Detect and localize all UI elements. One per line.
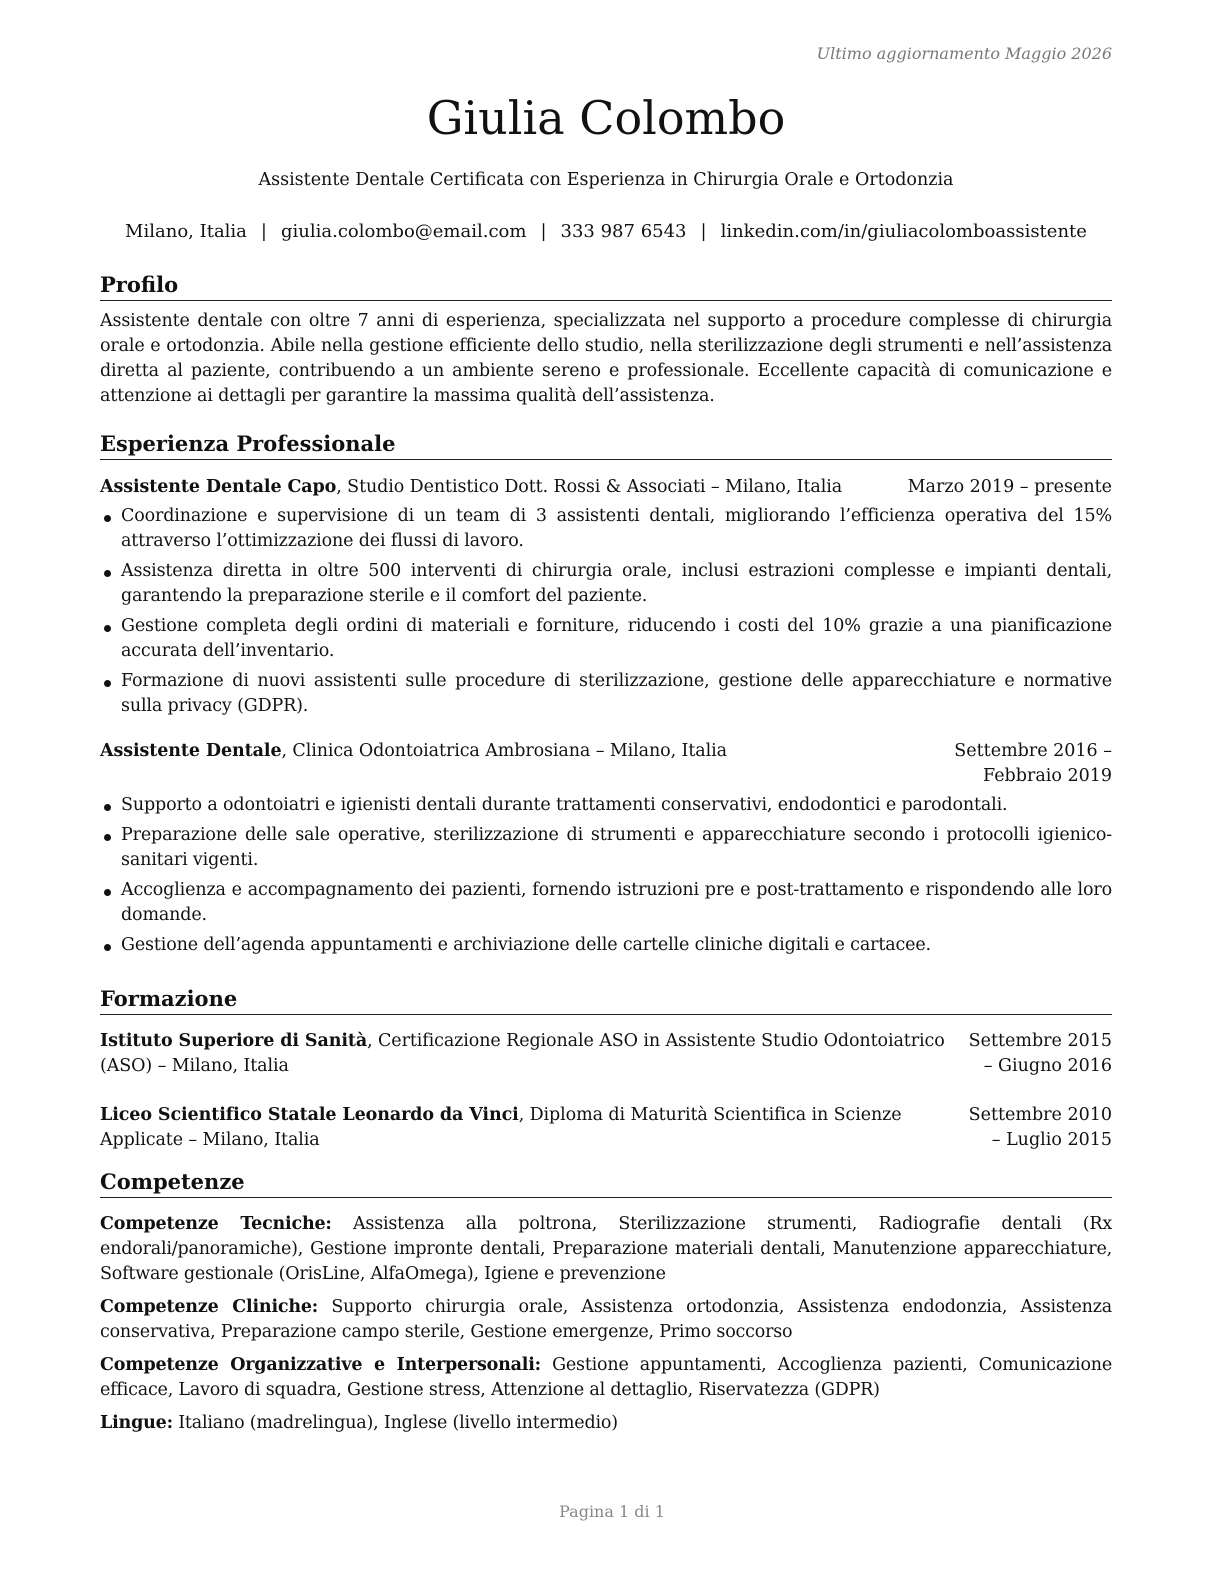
job-entry — [100, 739, 1112, 958]
bullet-icon — [104, 889, 111, 896]
contact-separator: | — [700, 221, 707, 242]
job-employer: , Clinica Odontoiatrica Ambrosiana – Milano, Italia — [281, 741, 727, 761]
bullet-icon — [104, 804, 111, 811]
job-bullet: Gestione dell’agenda appuntamenti e archiviazione delle cartelle cliniche digitali e cartacee. — [100, 933, 1112, 958]
skill-group — [100, 1411, 1112, 1436]
education-detail: , Diploma di Maturità Scientifica in Scienze Applicate – Milano, Italia — [100, 1105, 902, 1150]
education-dates: Settembre 2010 – Luglio 2015 — [968, 1105, 1112, 1150]
bullet-icon — [104, 515, 111, 522]
education-section — [100, 985, 1112, 1153]
skill-group-label: Competenze Cliniche: — [100, 1297, 319, 1317]
job-employer: , Studio Dentistico Dott. Rossi & Associati – Milano, Italia — [336, 477, 843, 497]
section-heading-education: Formazione — [100, 985, 1112, 1015]
section-heading-profile: Profilo — [100, 271, 1112, 301]
job-bullet: Accoglienza e accompagnamento dei pazienti, fornendo istruzioni pre e post-trattamento e rispondendo alle loro domande. — [100, 878, 1112, 928]
bullet-icon — [104, 570, 111, 577]
job-bullet: Formazione di nuovi assistenti sulle procedure di sterilizzazione, gestione delle apparecchiature e normative sulla privacy (GDPR). — [100, 669, 1112, 719]
job-header — [100, 475, 1112, 500]
skill-group-text: Gestione appuntamenti, Accoglienza pazienti, Comunicazione efficace, Lavoro di squadra, Gestione stress, Attenzione al dettaglio, Riservatezza (GDPR) — [100, 1355, 1113, 1400]
contact-phone: 333 987 6543 — [560, 221, 687, 242]
bullet-icon — [104, 944, 111, 951]
education-school: Liceo Scientifico Statale Leonardo da Vinci — [100, 1105, 519, 1125]
skill-group-label: Lingue: — [100, 1413, 173, 1433]
contact-linkedin[interactable]: linkedin.com/in/giuliacolomboassistente — [720, 221, 1087, 242]
skills-section — [100, 1168, 1112, 1444]
skill-group-text: Supporto chirurgia orale, Assistenza ortodonzia, Assistenza endodonzia, Assistenza conservativa, Preparazione campo sterile, Gestione emergenze, Primo soccorso — [100, 1297, 1112, 1342]
contact-line — [0, 219, 1212, 245]
candidate-name: Giulia Colombo — [426, 91, 786, 145]
contact-email[interactable]: giulia.colombo@email.com — [281, 221, 527, 242]
section-heading-experience: Esperienza Professionale — [100, 430, 1112, 460]
contact-separator: | — [260, 221, 267, 242]
job-dates: Settembre 2016 – Febbraio 2019 — [954, 741, 1112, 786]
contact-location: Milano, Italia — [125, 221, 247, 242]
page-number: Pagina 1 di 1 — [559, 1502, 665, 1521]
job-header — [100, 739, 1112, 789]
job-bullet: Coordinazione e supervisione di un team di 3 assistenti dentali, migliorando l’efficienza operativa del 15% attraverso l’ottimizzazione dei flussi di lavoro. — [100, 504, 1112, 554]
job-bullet: Assistenza diretta in oltre 500 interventi di chirurgia orale, inclusi estrazioni complesse e impianti dentali, garantendo la preparazione sterile e il comfort del paziente. — [100, 559, 1112, 609]
skill-group — [100, 1353, 1112, 1403]
skill-group-label: Competenze Organizzative e Interpersonali: — [100, 1355, 541, 1375]
last-updated-note: Ultimo aggiornamento Maggio 2026 — [816, 44, 1112, 63]
education-detail: , Certificazione Regionale ASO in Assistente Studio Odontoiatrico (ASO) – Milano, Italia — [100, 1031, 945, 1076]
job-dates: Marzo 2019 – presente — [907, 477, 1112, 497]
job-bullet: Preparazione delle sale operative, sterilizzazione di strumenti e apparecchiature secondo i protocolli igienico-sanitari vigenti. — [100, 823, 1112, 873]
experience-section — [100, 430, 1112, 963]
skill-group — [100, 1212, 1112, 1287]
bullet-icon — [104, 834, 111, 841]
job-bullet-list — [100, 504, 1112, 719]
profile-text: Assistente dentale con oltre 7 anni di esperienza, specializzata nel supporto a procedure complesse di chirurgia orale e ortodonzia. Abile nella gestione efficiente dello studio, nella sterilizzazione degli strumenti e nell’assistenza diretta al paziente, contribuendo a un ambiente sereno e professionale. Eccellente capacità di comunicazione e attenzione ai dettagli per garantire la massima qualità dell’assistenza. — [100, 311, 1112, 406]
education-dates: Settembre 2015 – Giugno 2016 — [968, 1031, 1112, 1076]
job-title: Assistente Dentale Capo — [100, 477, 337, 497]
education-header — [100, 1103, 1112, 1153]
job-bullet: Gestione completa degli ordini di materiali e forniture, riducendo i costi del 10% grazie a una pianificazione accurata dell’inventario. — [100, 614, 1112, 664]
bullet-icon — [104, 680, 111, 687]
education-school: Istituto Superiore di Sanità — [100, 1031, 368, 1051]
candidate-tagline: Assistente Dentale Certificata con Esperienza in Chirurgia Orale e Ortodonzia — [258, 170, 954, 190]
job-entry — [100, 475, 1112, 719]
skills-list — [100, 1212, 1112, 1436]
education-entry — [100, 1029, 1112, 1079]
education-entry — [100, 1103, 1112, 1153]
job-title: Assistente Dentale — [100, 741, 282, 761]
contact-separator: | — [540, 221, 547, 242]
skill-group-text: Assistenza alla poltrona, Sterilizzazione strumenti, Radiografie dentali (Rx endorali/panoramiche), Gestione impronte dentali, Preparazione materiali dentali, Manutenzione apparecchiature, Software gestionale (OrisLine, AlfaOmega), Igiene e prevenzione — [100, 1214, 1112, 1284]
section-heading-skills: Competenze — [100, 1168, 1112, 1198]
job-bullet-list — [100, 793, 1112, 958]
skill-group-text: Italiano (madrelingua), Inglese (livello intermedio) — [172, 1413, 618, 1433]
skill-group — [100, 1295, 1112, 1345]
bullet-icon — [104, 625, 111, 632]
job-bullet: Supporto a odontoiatri e igienisti dentali durante trattamenti conservativi, endodontici e parodontali. — [100, 793, 1112, 818]
education-header — [100, 1029, 1112, 1079]
skill-group-label: Competenze Tecniche: — [100, 1214, 332, 1234]
profile-section — [100, 271, 1112, 409]
